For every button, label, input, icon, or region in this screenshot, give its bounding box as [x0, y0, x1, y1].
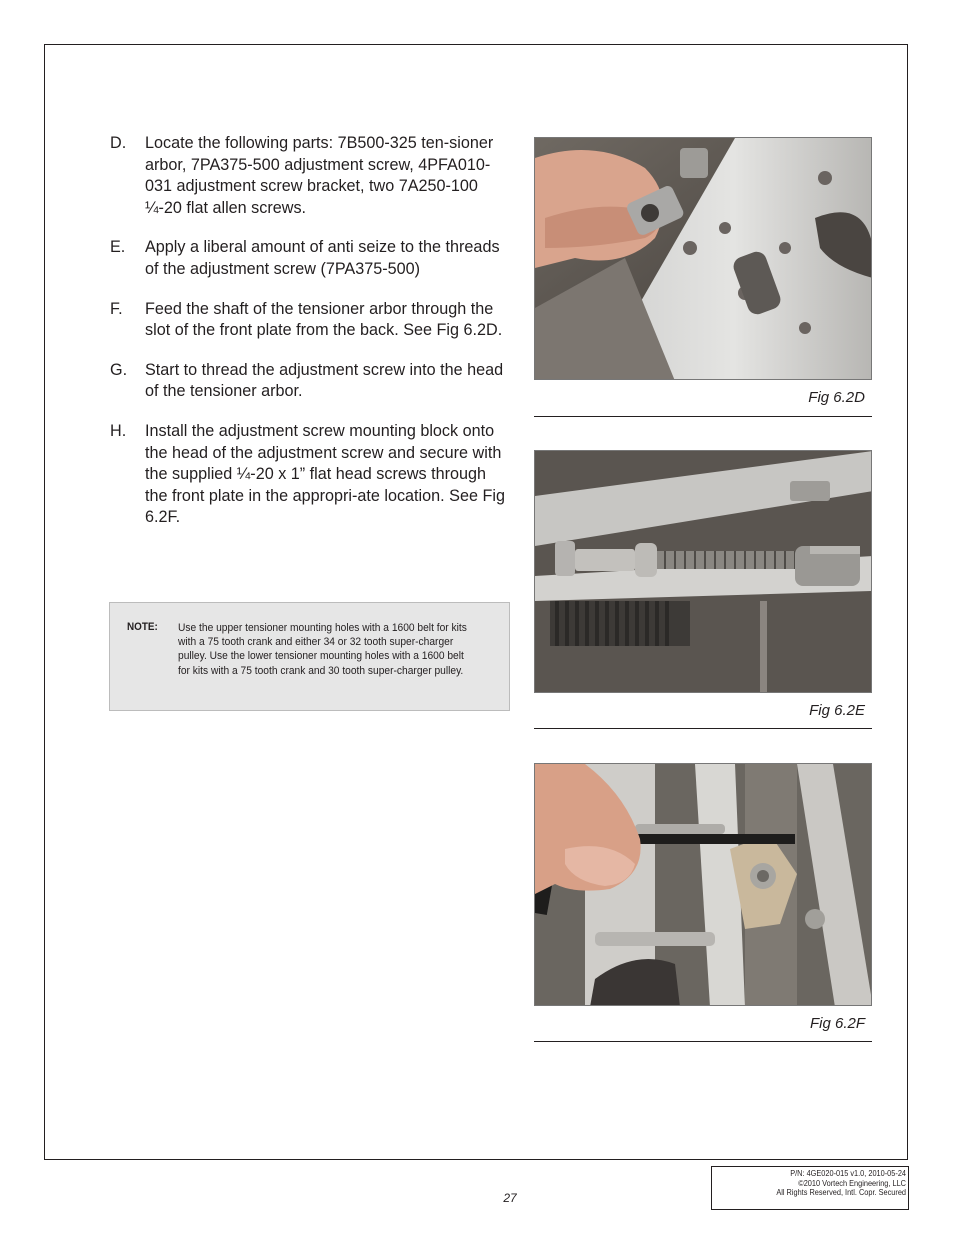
step-letter: D. [110, 134, 127, 152]
list-item [110, 360, 505, 403]
instruction-list [110, 133, 505, 547]
figure-6-2f-photo [534, 763, 872, 1006]
step-text: Start to thread the adjustment screw into the head of the tensioner arbor. [145, 360, 504, 401]
step-text: Feed the shaft of the tensioner arbor through the slot of the front plate from the back. See Fig 6.2D. [145, 299, 503, 340]
step-text: Locate the following parts: 7B500-325 ten-sioner arbor, 7PA375-500 adjustment screw, 4PFA010-031 adjustment screw bracket, two 7A250-100 ¼-20 flat allen screws. [145, 134, 494, 217]
step-letter: F. [110, 299, 123, 318]
note-box [109, 602, 510, 711]
footer-rights: All Rights Reserved, Intl. Copr. Secured [776, 1188, 906, 1198]
list-item [110, 299, 505, 342]
step-letter: H. [110, 421, 127, 440]
copyright-footer [711, 1166, 909, 1210]
caption-rule [534, 416, 872, 417]
figure-caption: Fig 6.2E [809, 702, 865, 719]
list-item [110, 237, 505, 280]
figure-6-2d-photo [534, 137, 872, 380]
page-number: 27 [503, 1191, 517, 1205]
figure-caption: Fig 6.2D [808, 389, 865, 406]
step-letter: G. [110, 360, 128, 379]
caption-rule [534, 1041, 872, 1042]
figure-caption: Fig 6.2F [809, 1015, 865, 1032]
step-text: Apply a liberal amount of anti seize to the threads of the adjustment screw (7PA375-500) [145, 238, 500, 278]
figure-6-2e-photo [534, 450, 872, 693]
footer-part-number: P/N: 4GE020-015 v1.0, 2010-05-24 [790, 1169, 906, 1178]
note-label: NOTE: [127, 621, 158, 633]
caption-rule [534, 728, 872, 729]
step-letter: E. [110, 238, 126, 257]
list-item [110, 133, 505, 219]
step-text: Install the adjustment screw mounting block onto the head of the adjustment screw and secure with the supplied ¼-20 x 1” flat head screws through the front plate in the appropri-ate location. See Fig 6.2F. [145, 421, 505, 527]
note-text: Use the upper tensioner mounting holes with a 1600 belt for kits with a 75 tooth crank and either 34 or 32 tooth super-charger pulley. Use the lower tensioner mounting holes with a 1600 belt for kits with a 75 tooth crank and 30 tooth super-charger pulley. [178, 622, 467, 677]
list-item [110, 421, 505, 529]
footer-copyright: ©2010 Vortech Engineering, LLC [798, 1178, 906, 1188]
